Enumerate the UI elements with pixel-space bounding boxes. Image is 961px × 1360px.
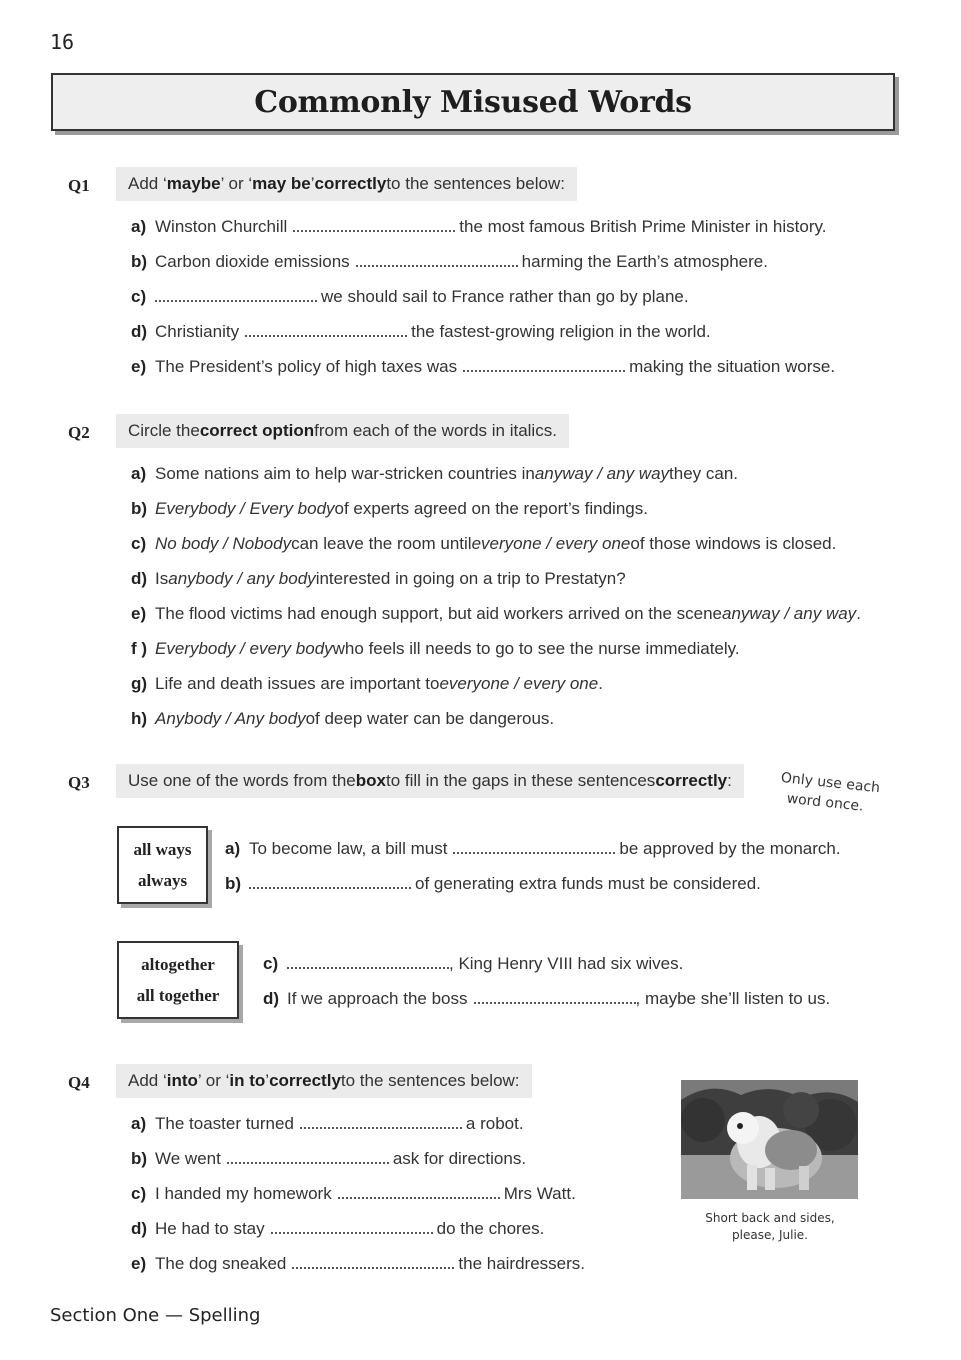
answer-blank[interactable] [463,360,625,372]
answer-blank[interactable] [292,1257,454,1269]
word-choice[interactable]: anyway / any way [534,464,670,483]
question-number-q4: Q4 [68,1073,90,1092]
answer-blank[interactable] [245,325,407,337]
word-box-1 [117,826,208,904]
q4-item-d: d) He had to stay do the chores. [131,1219,545,1238]
q1-instruction: Add ‘ maybe ’ or ‘ may be ’ correctly to the sentences below: [116,167,577,201]
answer-blank[interactable] [155,290,317,302]
word-choice[interactable]: Everybody / every body [155,639,333,658]
answer-blank[interactable] [300,1117,462,1129]
word-choice[interactable]: Anybody / Any body [155,709,306,728]
q2-item-g: g) Life and death issues are important to everyone / every one . [131,674,603,693]
photo-caption: Short back and sides, please, Julie. [705,1211,835,1242]
q4-item-a: a) The toaster turned a robot. [131,1114,524,1133]
q2-item-b: b) Everybody / Every body of experts agreed on the report’s findings. [131,499,648,518]
question-number-q1: Q1 [68,176,90,195]
q2-item-f: f ) Everybody / every body who feels ill needs to go to see the nurse immediately. [131,639,740,658]
q2-item-a: a) Some nations aim to help war-stricken countries in anyway / any way they can. [131,464,739,483]
word-option: all together [136,985,220,1005]
word-choice[interactable]: anyway / any way [722,604,857,623]
q3-item-b: b) of generating extra funds must be considered. [225,874,761,893]
q3-item-c: c) , King Henry VIII had six wives. [263,954,684,973]
q1-item-d: d) Christianity the fastest-growing religion in the world. [131,322,711,341]
q1-item-e: e) The President’s policy of high taxes was making the situation worse. [131,357,836,376]
q3-item-a: a) To become law, a bill must be approved by the monarch. [225,839,841,858]
word-choice[interactable]: anybody / any body [168,569,316,588]
page-title: Commonly Misused Words [254,84,692,120]
word-choice[interactable]: everyone / every one [439,674,599,693]
q1-item-b: b) Carbon dioxide emissions harming the Earth’s atmosphere. [131,252,768,271]
q1-item-a: a) Winston Churchill the most famous British Prime Minister in history. [131,217,827,236]
answer-blank[interactable] [453,842,615,854]
answer-blank[interactable] [293,220,455,232]
answer-blank[interactable] [356,255,518,267]
page-number: 16 [50,30,75,54]
q4-item-b: b) We went ask for directions. [131,1149,527,1168]
q4-item-e: e) The dog sneaked the hairdressers. [131,1254,586,1273]
q4-item-c: c) I handed my homework Mrs Watt. [131,1184,576,1203]
q4-instruction: Add ‘ into ’ or ‘ in to ’ correctly to the sentences below: [116,1064,532,1098]
answer-blank[interactable] [271,1222,433,1234]
q2-instruction: Circle the correct option from each of the words in italics. [116,414,569,448]
word-box-2 [117,941,239,1019]
q2-item-h: h) Anybody / Any body of deep water can be dangerous. [131,709,555,728]
word-choice[interactable]: everyone / every one [471,534,631,553]
q2-item-c: c) No body / Nobody can leave the room until everyone / every one of those windows is closed. [131,534,837,553]
answer-blank[interactable] [338,1187,500,1199]
word-choice[interactable]: No body / Nobody [155,534,292,553]
q2-item-e: e) The flood victims had enough support, but aid workers arrived on the scene anyway / any way . [131,604,861,623]
dog-photo [681,1080,858,1199]
q2-item-d: d) Is anybody / any body interested in going on a trip to Prestatyn? [131,569,626,588]
q1-item-c: c) we should sail to France rather than go by plane. [131,287,689,306]
title-banner [51,73,895,131]
q3-item-d: d) If we approach the boss , maybe she’ll listen to us. [263,989,831,1008]
word-option: always [137,870,188,890]
answer-blank[interactable] [227,1152,389,1164]
answer-blank[interactable] [249,877,411,889]
question-number-q2: Q2 [68,423,90,442]
handwritten-note: Only use each word once. [780,769,881,815]
section-footer: Section One — Spelling [50,1305,261,1326]
word-choice[interactable]: Everybody / Every body [155,499,335,518]
word-option: all ways [133,839,192,859]
word-option: altogether [141,954,215,974]
question-number-q3: Q3 [68,773,90,792]
q3-instruction: Use one of the words from the box to fill in the gaps in these sentences correctly : [116,764,744,798]
answer-blank[interactable] [474,992,636,1004]
answer-blank[interactable] [287,957,449,969]
